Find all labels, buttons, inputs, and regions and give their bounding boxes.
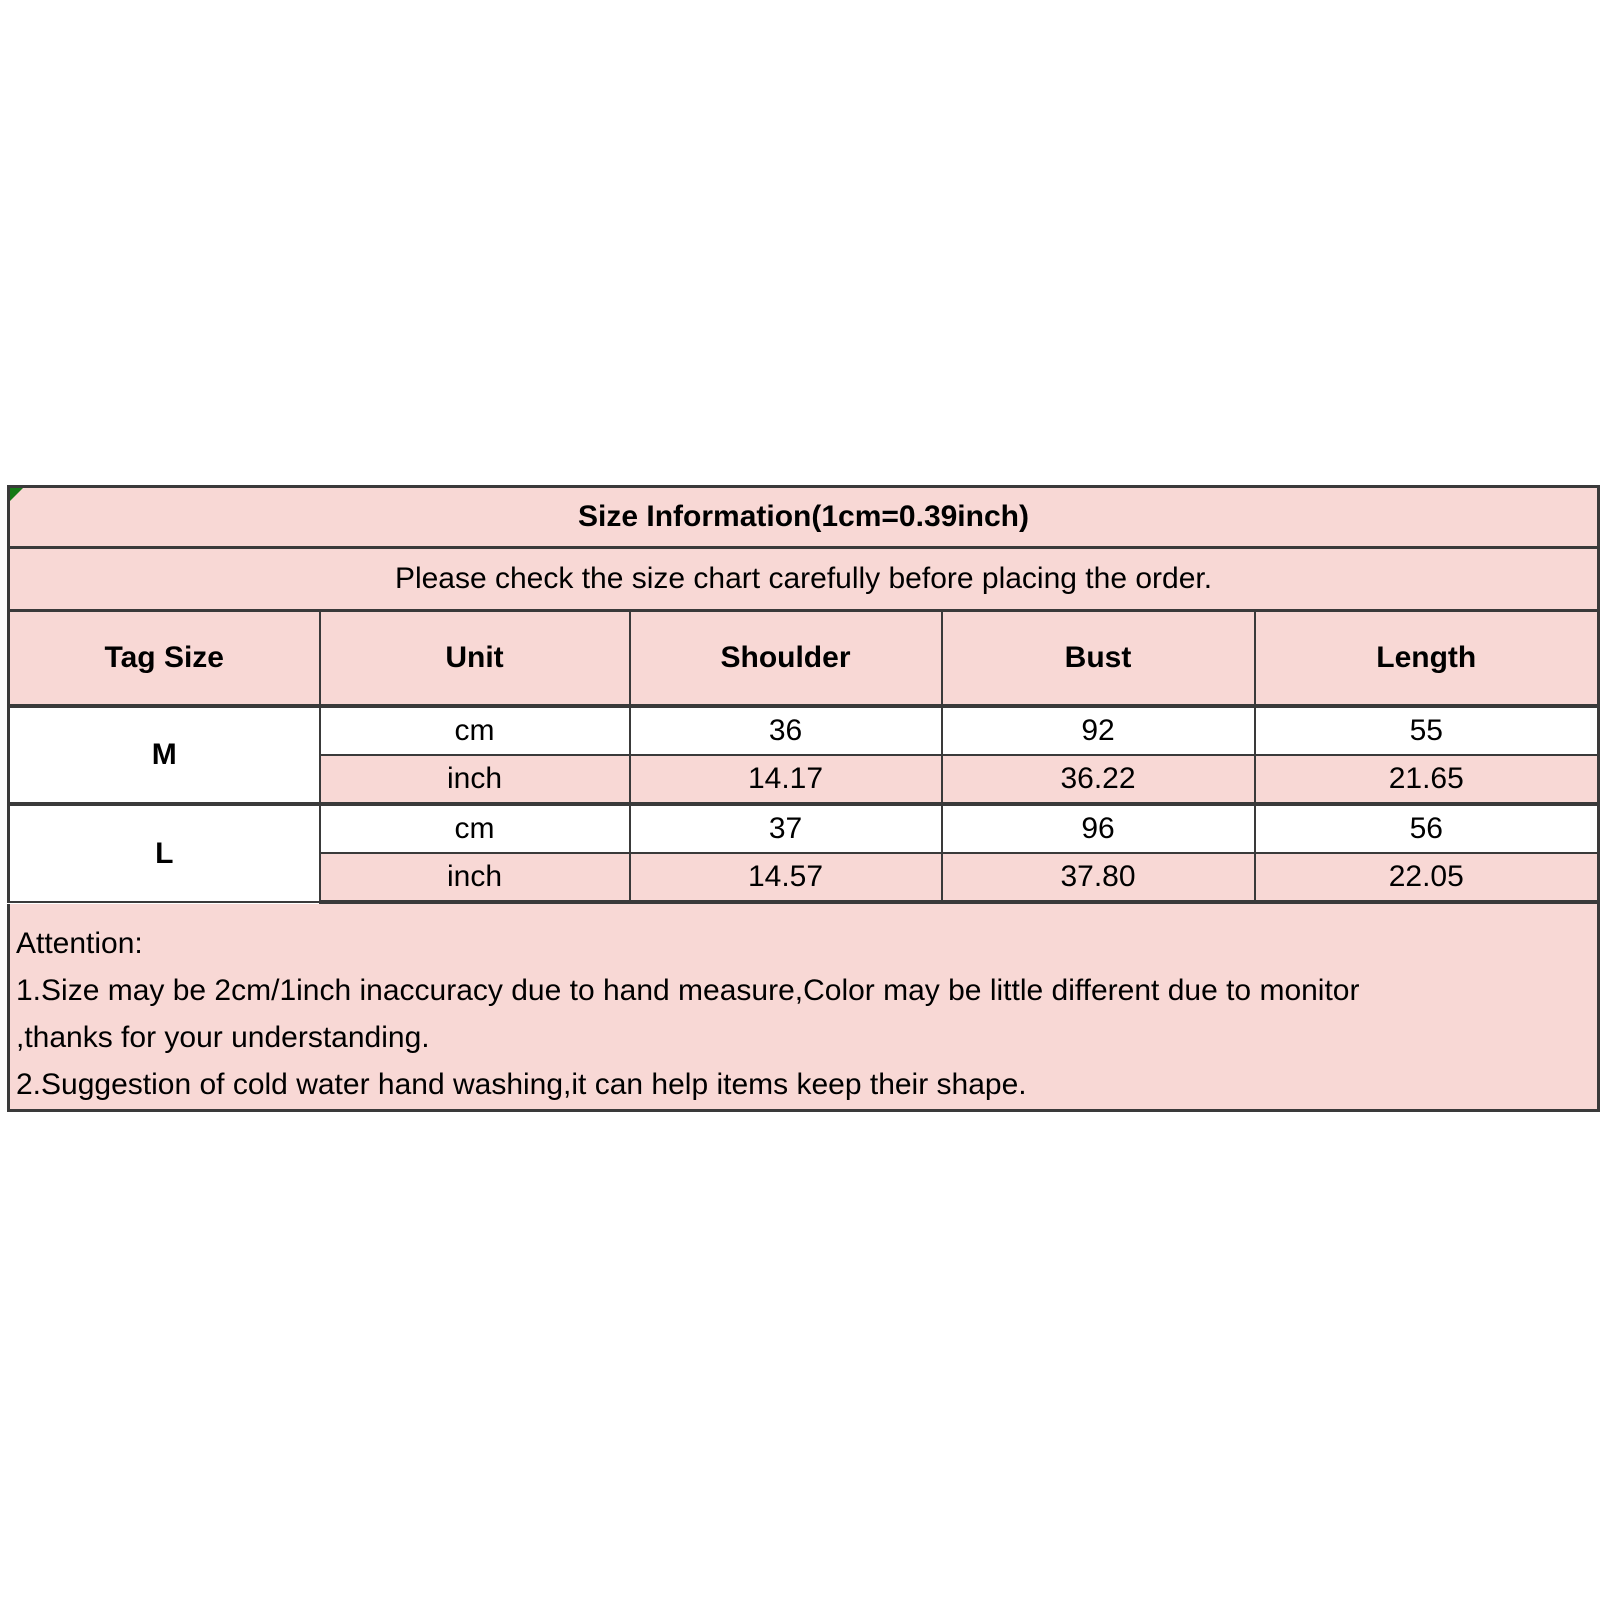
length-value: 56	[1255, 804, 1599, 853]
table-row-l-cm	[9, 804, 1599, 853]
attention-heading: Attention:	[16, 927, 143, 960]
attention-line-2: ,thanks for your understanding.	[16, 1021, 430, 1054]
col-header-length: Length	[1255, 611, 1599, 707]
attention-line-1: 1.Size may be 2cm/1inch inaccuracy due to hand measure,Color may be little different due to monitor	[16, 974, 1360, 1007]
table-title: Size Information(1cm=0.39inch)	[9, 487, 1599, 548]
shoulder-value: 14.57	[630, 853, 942, 902]
unit-cell: inch	[320, 853, 630, 902]
attention-line-3: 2.Suggestion of cold water hand washing,it can help items keep their shape.	[16, 1068, 1027, 1101]
bust-value: 36.22	[942, 755, 1255, 804]
size-table	[7, 485, 1600, 904]
bust-value: 92	[942, 706, 1255, 755]
shoulder-value: 37	[630, 804, 942, 853]
col-header-unit: Unit	[320, 611, 630, 707]
col-header-bust: Bust	[942, 611, 1255, 707]
shoulder-value: 14.17	[630, 755, 942, 804]
col-header-tag-size: Tag Size	[9, 611, 320, 707]
size-chart	[7, 485, 1600, 1112]
table-subtitle: Please check the size chart carefully before placing the order.	[9, 548, 1599, 611]
table-row-m-cm	[9, 706, 1599, 755]
tag-size-m: M	[9, 706, 320, 804]
length-value: 22.05	[1255, 853, 1599, 902]
col-header-shoulder: Shoulder	[630, 611, 942, 707]
unit-cell: cm	[320, 706, 630, 755]
tag-size-l: L	[9, 804, 320, 902]
length-value: 55	[1255, 706, 1599, 755]
shoulder-value: 36	[630, 706, 942, 755]
bust-value: 96	[942, 804, 1255, 853]
unit-cell: inch	[320, 755, 630, 804]
length-value: 21.65	[1255, 755, 1599, 804]
unit-cell: cm	[320, 804, 630, 853]
attention-note	[7, 904, 1600, 1112]
bust-value: 37.80	[942, 853, 1255, 902]
